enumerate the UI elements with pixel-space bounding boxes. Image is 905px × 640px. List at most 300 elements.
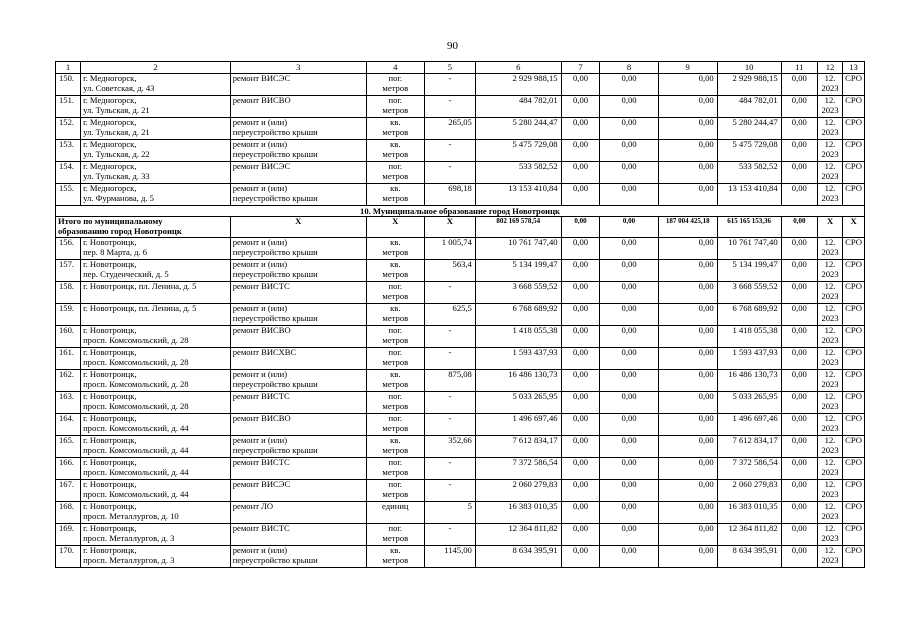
source-cell: СРО xyxy=(843,458,865,480)
unit-cell: кв. метров xyxy=(366,238,424,260)
unit-cell: пог. метров xyxy=(366,414,424,436)
value-cell: 0,00 xyxy=(561,480,600,502)
unit-cell: пог. метров xyxy=(366,348,424,370)
cost-cell: 2 060 279,83 xyxy=(475,480,561,502)
value-cell: 0,00 xyxy=(781,140,817,162)
value-cell: 0,00 xyxy=(561,238,600,260)
quantity-cell: - xyxy=(424,162,475,184)
value-cell: 484 782,01 xyxy=(717,96,781,118)
address-cell: г. Новотроицк, просп. Комсомольский, д. 44 xyxy=(81,436,231,458)
work-type-cell: ремонт и (или) переустройство крыши xyxy=(230,436,366,458)
cost-cell: 6 768 689,92 xyxy=(475,304,561,326)
work-type-cell: ремонт ВИСХВС xyxy=(230,348,366,370)
row-number: 159. xyxy=(56,304,81,326)
unit-cell: пог. метров xyxy=(366,162,424,184)
row-number: 163. xyxy=(56,392,81,414)
value-cell: 0,00 xyxy=(781,392,817,414)
source-cell: СРО xyxy=(843,370,865,392)
work-type-cell: ремонт ВИСТС xyxy=(230,282,366,304)
table-row xyxy=(56,414,865,436)
quantity-cell: - xyxy=(424,96,475,118)
table-row xyxy=(56,304,865,326)
address-cell: г. Новотроицк, просп. Металлургов, д. 10 xyxy=(81,502,231,524)
cost-cell: 3 668 559,52 xyxy=(475,282,561,304)
address-cell: г. Новотроицк, пл. Ленина, д. 5 xyxy=(81,304,231,326)
row-number: 150. xyxy=(56,74,81,96)
unit-cell: кв. метров xyxy=(366,260,424,282)
address-cell: г. Новотроицк, пер. 8 Марта, д. 6 xyxy=(81,238,231,260)
total-cell: 187 004 425,18 xyxy=(658,217,717,238)
value-cell: 0,00 xyxy=(658,414,717,436)
source-cell: СРО xyxy=(843,96,865,118)
table-row xyxy=(56,260,865,282)
work-type-cell: ремонт ВИСВО xyxy=(230,326,366,348)
unit-cell: пог. метров xyxy=(366,458,424,480)
value-cell: 0,00 xyxy=(600,184,658,206)
value-cell: 0,00 xyxy=(781,304,817,326)
unit-cell: кв. метров xyxy=(366,436,424,458)
work-type-cell: ремонт и (или) переустройство крыши xyxy=(230,370,366,392)
quantity-cell: - xyxy=(424,524,475,546)
row-number: 165. xyxy=(56,436,81,458)
deadline-cell: 12. 2023 xyxy=(818,436,843,458)
row-number: 154. xyxy=(56,162,81,184)
address-cell: г. Медногорск, ул. Советская, д. 43 xyxy=(81,74,231,96)
quantity-cell: 698,18 xyxy=(424,184,475,206)
deadline-cell: 12. 2023 xyxy=(818,370,843,392)
table-row xyxy=(56,96,865,118)
value-cell: 0,00 xyxy=(781,282,817,304)
work-type-cell: ремонт и (или) переустройство крыши xyxy=(230,238,366,260)
total-cost-cell: 802 169 578,54 xyxy=(475,217,561,238)
deadline-cell: 12. 2023 xyxy=(818,392,843,414)
unit-cell: кв. метров xyxy=(366,118,424,140)
quantity-cell: 1145,00 xyxy=(424,546,475,568)
column-number-row xyxy=(56,62,865,74)
deadline-cell: 12. 2023 xyxy=(818,140,843,162)
unit-cell: пог. метров xyxy=(366,96,424,118)
address-cell: г. Новотроицк, просп. Комсомольский, д. 28 xyxy=(81,370,231,392)
address-cell: г. Новотроицк, просп. Комсомольский, д. 28 xyxy=(81,326,231,348)
row-number: 152. xyxy=(56,118,81,140)
quantity-cell: - xyxy=(424,74,475,96)
table-row xyxy=(56,184,865,206)
value-cell: 0,00 xyxy=(561,260,600,282)
source-cell: СРО xyxy=(843,326,865,348)
value-cell: 10 761 747,40 xyxy=(717,238,781,260)
table-row xyxy=(56,546,865,568)
deadline-cell: 12. 2023 xyxy=(818,184,843,206)
value-cell: 0,00 xyxy=(561,370,600,392)
value-cell: 0,00 xyxy=(781,74,817,96)
cost-cell: 13 153 410,84 xyxy=(475,184,561,206)
quantity-cell: 625,5 xyxy=(424,304,475,326)
value-cell: 0,00 xyxy=(658,74,717,96)
value-cell: 16 383 010,35 xyxy=(717,502,781,524)
table-row xyxy=(56,326,865,348)
quantity-cell: - xyxy=(424,140,475,162)
value-cell: 0,00 xyxy=(561,162,600,184)
value-cell: 0,00 xyxy=(561,524,600,546)
value-cell: 0,00 xyxy=(600,140,658,162)
value-cell: 0,00 xyxy=(600,370,658,392)
unit-cell: пог. метров xyxy=(366,282,424,304)
value-cell: 0,00 xyxy=(658,162,717,184)
value-cell: 0,00 xyxy=(658,480,717,502)
value-cell: 0,00 xyxy=(600,96,658,118)
value-cell: 0,00 xyxy=(781,546,817,568)
total-cell: 0,00 xyxy=(600,217,658,238)
value-cell: 8 634 395,91 xyxy=(717,546,781,568)
row-number: 166. xyxy=(56,458,81,480)
cost-cell: 1 496 697,46 xyxy=(475,414,561,436)
quantity-cell: - xyxy=(424,392,475,414)
address-cell: г. Медногорск, ул. Тульская, д. 21 xyxy=(81,118,231,140)
value-cell: 0,00 xyxy=(600,304,658,326)
address-cell: г. Новотроицк, просп. Комсомольский, д. 28 xyxy=(81,348,231,370)
column-header: 8 xyxy=(600,62,658,74)
source-cell: СРО xyxy=(843,414,865,436)
work-type-cell: ремонт и (или) переустройство крыши xyxy=(230,140,366,162)
source-cell: СРО xyxy=(843,304,865,326)
value-cell: 1 496 697,46 xyxy=(717,414,781,436)
deadline-cell: 12. 2023 xyxy=(818,118,843,140)
value-cell: 0,00 xyxy=(781,414,817,436)
work-type-cell: ремонт ВИСВО xyxy=(230,414,366,436)
cost-cell: 1 418 055,38 xyxy=(475,326,561,348)
table-row xyxy=(56,480,865,502)
unit-cell: пог. метров xyxy=(366,480,424,502)
section-header-row xyxy=(56,206,865,217)
value-cell: 12 364 811,82 xyxy=(717,524,781,546)
value-cell: 0,00 xyxy=(781,348,817,370)
address-cell: г. Новотроицк, просп. Комсомольский, д. 44 xyxy=(81,480,231,502)
column-header: 6 xyxy=(475,62,561,74)
work-type-cell: ремонт и (или) переустройство крыши xyxy=(230,118,366,140)
value-cell: 0,00 xyxy=(561,282,600,304)
unit-cell: пог. метров xyxy=(366,74,424,96)
address-cell: г. Новотроицк, просп. Комсомольский, д. 28 xyxy=(81,392,231,414)
column-header: 4 xyxy=(366,62,424,74)
value-cell: 0,00 xyxy=(781,96,817,118)
value-cell: 0,00 xyxy=(781,118,817,140)
deadline-cell: 12. 2023 xyxy=(818,282,843,304)
deadline-cell: 12. 2023 xyxy=(818,414,843,436)
unit-cell: пог. метров xyxy=(366,392,424,414)
cost-cell: 10 761 747,40 xyxy=(475,238,561,260)
row-number: 162. xyxy=(56,370,81,392)
cost-cell: 2 929 988,15 xyxy=(475,74,561,96)
value-cell: 0,00 xyxy=(600,546,658,568)
unit-cell: пог. метров xyxy=(366,326,424,348)
unit-cell: кв. метров xyxy=(366,184,424,206)
deadline-cell: 12. 2023 xyxy=(818,480,843,502)
value-cell: 0,00 xyxy=(658,436,717,458)
total-cell: Х xyxy=(424,217,475,238)
quantity-cell: 265,05 xyxy=(424,118,475,140)
quantity-cell: 5 xyxy=(424,502,475,524)
table-row xyxy=(56,392,865,414)
value-cell: 0,00 xyxy=(781,524,817,546)
total-cell: Х xyxy=(230,217,366,238)
address-cell: г. Новотроицк, пл. Ленина, д. 5 xyxy=(81,282,231,304)
table-row xyxy=(56,524,865,546)
total-row xyxy=(56,217,865,238)
value-cell: 0,00 xyxy=(658,304,717,326)
work-type-cell: ремонт ВИСВО xyxy=(230,96,366,118)
value-cell: 0,00 xyxy=(561,118,600,140)
cost-cell: 16 383 010,35 xyxy=(475,502,561,524)
cost-cell: 533 582,52 xyxy=(475,162,561,184)
address-cell: г. Медногорск, ул. Фурманова, д. 5 xyxy=(81,184,231,206)
deadline-cell: 12. 2023 xyxy=(818,502,843,524)
address-cell: г. Новотроицк, просп. Металлургов, д. 3 xyxy=(81,524,231,546)
address-cell: г. Медногорск, ул. Тульская, д. 33 xyxy=(81,162,231,184)
column-header: 7 xyxy=(561,62,600,74)
quantity-cell: 352,66 xyxy=(424,436,475,458)
cost-cell: 7 612 834,17 xyxy=(475,436,561,458)
table-row xyxy=(56,436,865,458)
table-row xyxy=(56,370,865,392)
value-cell: 0,00 xyxy=(658,546,717,568)
work-type-cell: ремонт и (или) переустройство крыши xyxy=(230,260,366,282)
cost-cell: 5 475 729,08 xyxy=(475,140,561,162)
deadline-cell: 12. 2023 xyxy=(818,74,843,96)
column-header: 11 xyxy=(781,62,817,74)
row-number: 155. xyxy=(56,184,81,206)
value-cell: 0,00 xyxy=(561,348,600,370)
value-cell: 0,00 xyxy=(658,348,717,370)
work-type-cell: ремонт ЛО xyxy=(230,502,366,524)
value-cell: 0,00 xyxy=(600,524,658,546)
value-cell: 0,00 xyxy=(658,502,717,524)
value-cell: 7 612 834,17 xyxy=(717,436,781,458)
cost-cell: 5 134 199,47 xyxy=(475,260,561,282)
value-cell: 5 134 199,47 xyxy=(717,260,781,282)
source-cell: СРО xyxy=(843,348,865,370)
value-cell: 0,00 xyxy=(658,118,717,140)
work-type-cell: ремонт ВИСТС xyxy=(230,458,366,480)
unit-cell: единиц xyxy=(366,502,424,524)
value-cell: 0,00 xyxy=(600,480,658,502)
value-cell: 13 153 410,84 xyxy=(717,184,781,206)
column-header: 1 xyxy=(56,62,81,74)
cost-cell: 7 372 586,54 xyxy=(475,458,561,480)
deadline-cell: 12. 2023 xyxy=(818,326,843,348)
cost-cell: 1 593 437,93 xyxy=(475,348,561,370)
value-cell: 0,00 xyxy=(561,458,600,480)
value-cell: 7 372 586,54 xyxy=(717,458,781,480)
value-cell: 0,00 xyxy=(561,304,600,326)
table-row xyxy=(56,458,865,480)
value-cell: 5 033 265,95 xyxy=(717,392,781,414)
value-cell: 0,00 xyxy=(781,326,817,348)
total-cell: 0,00 xyxy=(561,217,600,238)
value-cell: 0,00 xyxy=(658,184,717,206)
table-row xyxy=(56,238,865,260)
cost-cell: 12 364 811,82 xyxy=(475,524,561,546)
source-cell: СРО xyxy=(843,184,865,206)
source-cell: СРО xyxy=(843,140,865,162)
column-header: 9 xyxy=(658,62,717,74)
row-number: 168. xyxy=(56,502,81,524)
deadline-cell: 12. 2023 xyxy=(818,304,843,326)
source-cell: СРО xyxy=(843,392,865,414)
unit-cell: кв. метров xyxy=(366,140,424,162)
row-number: 160. xyxy=(56,326,81,348)
work-type-cell: ремонт ВИСЭС xyxy=(230,162,366,184)
row-number: 156. xyxy=(56,238,81,260)
value-cell: 0,00 xyxy=(561,546,600,568)
source-cell: СРО xyxy=(843,74,865,96)
quantity-cell: - xyxy=(424,414,475,436)
deadline-cell: 12. 2023 xyxy=(818,238,843,260)
value-cell: 6 768 689,92 xyxy=(717,304,781,326)
source-cell: СРО xyxy=(843,118,865,140)
quantity-cell: 563,4 xyxy=(424,260,475,282)
table-row xyxy=(56,162,865,184)
work-type-cell: ремонт и (или) переустройство крыши xyxy=(230,184,366,206)
total-cell: Х xyxy=(366,217,424,238)
source-cell: СРО xyxy=(843,282,865,304)
page-number: 90 xyxy=(447,40,458,52)
deadline-cell: 12. 2023 xyxy=(818,458,843,480)
unit-cell: кв. метров xyxy=(366,546,424,568)
row-number: 151. xyxy=(56,96,81,118)
deadline-cell: 12. 2023 xyxy=(818,348,843,370)
value-cell: 1 593 437,93 xyxy=(717,348,781,370)
value-cell: 0,00 xyxy=(781,502,817,524)
value-cell: 0,00 xyxy=(561,326,600,348)
value-cell: 533 582,52 xyxy=(717,162,781,184)
value-cell: 3 668 559,52 xyxy=(717,282,781,304)
address-cell: г. Новотроицк, просп. Комсомольский, д. 44 xyxy=(81,458,231,480)
value-cell: 0,00 xyxy=(781,184,817,206)
value-cell: 0,00 xyxy=(561,140,600,162)
table-row xyxy=(56,348,865,370)
value-cell: 0,00 xyxy=(781,458,817,480)
table-row xyxy=(56,118,865,140)
table-row xyxy=(56,282,865,304)
value-cell: 0,00 xyxy=(600,436,658,458)
value-cell: 16 486 130,73 xyxy=(717,370,781,392)
value-cell: 0,00 xyxy=(658,238,717,260)
address-cell: г. Новотроицк, просп. Металлургов, д. 3 xyxy=(81,546,231,568)
section-title: 10. Муниципальное образование город Новотроицк xyxy=(56,206,865,217)
total-label: Итого по муниципальному образованию город Новотроицк xyxy=(56,217,231,238)
deadline-cell: 12. 2023 xyxy=(818,162,843,184)
row-number: 161. xyxy=(56,348,81,370)
source-cell: СРО xyxy=(843,502,865,524)
value-cell: 0,00 xyxy=(600,260,658,282)
source-cell: СРО xyxy=(843,480,865,502)
value-cell: 0,00 xyxy=(781,162,817,184)
value-cell: 0,00 xyxy=(658,96,717,118)
value-cell: 0,00 xyxy=(600,414,658,436)
work-type-cell: ремонт ВИСЭС xyxy=(230,480,366,502)
column-header: 12 xyxy=(818,62,843,74)
value-cell: 0,00 xyxy=(600,74,658,96)
value-cell: 0,00 xyxy=(600,118,658,140)
deadline-cell: 12. 2023 xyxy=(818,96,843,118)
work-type-cell: ремонт ВИСТС xyxy=(230,524,366,546)
work-type-cell: ремонт и (или) переустройство крыши xyxy=(230,304,366,326)
value-cell: 0,00 xyxy=(561,436,600,458)
value-cell: 0,00 xyxy=(561,184,600,206)
value-cell: 0,00 xyxy=(781,260,817,282)
cost-cell: 8 634 395,91 xyxy=(475,546,561,568)
quantity-cell: - xyxy=(424,480,475,502)
cost-cell: 5 033 265,95 xyxy=(475,392,561,414)
row-number: 167. xyxy=(56,480,81,502)
value-cell: 0,00 xyxy=(658,458,717,480)
value-cell: 2 929 988,15 xyxy=(717,74,781,96)
capital-repair-table xyxy=(55,61,865,568)
source-cell: СРО xyxy=(843,260,865,282)
quantity-cell: - xyxy=(424,348,475,370)
value-cell: 1 418 055,38 xyxy=(717,326,781,348)
table-row xyxy=(56,74,865,96)
quantity-cell: 875,08 xyxy=(424,370,475,392)
value-cell: 0,00 xyxy=(600,392,658,414)
value-cell: 0,00 xyxy=(561,392,600,414)
value-cell: 0,00 xyxy=(600,502,658,524)
deadline-cell: 12. 2023 xyxy=(818,260,843,282)
value-cell: 0,00 xyxy=(561,502,600,524)
address-cell: г. Медногорск, ул. Тульская, д. 22 xyxy=(81,140,231,162)
work-type-cell: ремонт ВИСЭС xyxy=(230,74,366,96)
source-cell: СРО xyxy=(843,524,865,546)
address-cell: г. Новотроицк, просп. Комсомольский, д. 44 xyxy=(81,414,231,436)
total-cell: 0,00 xyxy=(781,217,817,238)
deadline-cell: 12. 2023 xyxy=(818,546,843,568)
source-cell: СРО xyxy=(843,162,865,184)
unit-cell: пог. метров xyxy=(366,524,424,546)
value-cell: 0,00 xyxy=(600,162,658,184)
value-cell: 0,00 xyxy=(561,96,600,118)
row-number: 170. xyxy=(56,546,81,568)
value-cell: 0,00 xyxy=(658,140,717,162)
value-cell: 0,00 xyxy=(781,436,817,458)
source-cell: СРО xyxy=(843,546,865,568)
value-cell: 2 060 279,83 xyxy=(717,480,781,502)
value-cell: 0,00 xyxy=(600,348,658,370)
value-cell: 0,00 xyxy=(658,260,717,282)
column-header: 5 xyxy=(424,62,475,74)
value-cell: 0,00 xyxy=(781,480,817,502)
row-number: 164. xyxy=(56,414,81,436)
work-type-cell: ремонт и (или) переустройство крыши xyxy=(230,546,366,568)
address-cell: г. Новотроицк, пер. Студенческий, д. 5 xyxy=(81,260,231,282)
value-cell: 5 280 244,47 xyxy=(717,118,781,140)
value-cell: 0,00 xyxy=(658,524,717,546)
row-number: 153. xyxy=(56,140,81,162)
value-cell: 0,00 xyxy=(600,238,658,260)
unit-cell: кв. метров xyxy=(366,370,424,392)
work-type-cell: ремонт ВИСТС xyxy=(230,392,366,414)
row-number: 158. xyxy=(56,282,81,304)
address-cell: г. Медногорск, ул. Тульская, д. 21 xyxy=(81,96,231,118)
value-cell: 0,00 xyxy=(561,414,600,436)
value-cell: 0,00 xyxy=(600,282,658,304)
table-row xyxy=(56,502,865,524)
source-cell: СРО xyxy=(843,238,865,260)
value-cell: 0,00 xyxy=(781,238,817,260)
row-number: 169. xyxy=(56,524,81,546)
value-cell: 0,00 xyxy=(658,392,717,414)
value-cell: 5 475 729,08 xyxy=(717,140,781,162)
unit-cell: кв. метров xyxy=(366,304,424,326)
